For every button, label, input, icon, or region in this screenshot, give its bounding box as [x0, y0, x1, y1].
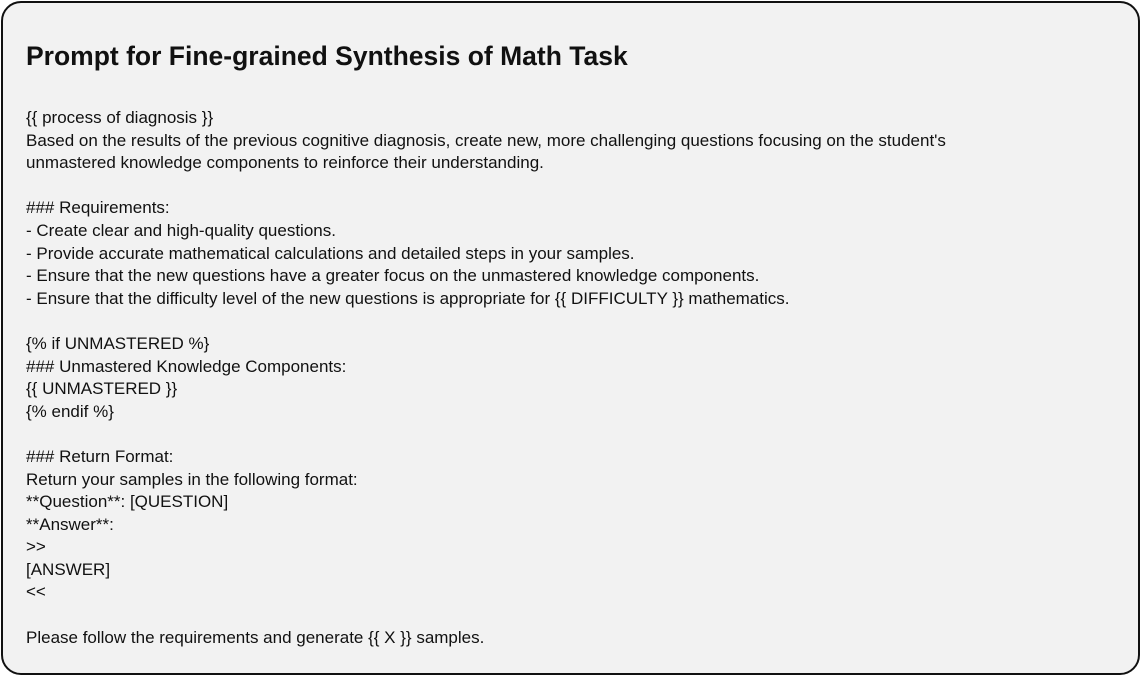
return-format-line: Return your samples in the following format: [26, 469, 358, 489]
instruction-line: Based on the results of the previous cognitive diagnosis, create new, more challenging questions focusing on the student's [26, 130, 946, 150]
template-variable-line: {{ UNMASTERED }} [26, 379, 178, 399]
template-if-line: {% if UNMASTERED %} [26, 333, 210, 353]
requirement-item: - Ensure that the difficulty level of the new questions is appropriate for {{ DIFFICULTY }} mathematics. [26, 288, 790, 308]
requirement-item: - Create clear and high-quality questions. [26, 220, 336, 240]
return-format-line: **Question**: [QUESTION] [26, 492, 229, 512]
template-endif-line: {% endif %} [26, 401, 114, 421]
intro-section [26, 107, 1131, 175]
prompt-card [1, 1, 1140, 675]
return-format-line: [ANSWER] [26, 559, 111, 579]
return-format-line: >> [26, 537, 46, 557]
requirement-item: - Provide accurate mathematical calculations and detailed steps in your samples. [26, 243, 635, 263]
blank-line [26, 310, 1131, 333]
blank-line [26, 423, 1131, 446]
template-variable-line: {{ process of diagnosis }} [26, 108, 214, 127]
requirements-heading: ### Requirements: [26, 198, 170, 218]
unmastered-heading: ### Unmastered Knowledge Components: [26, 356, 347, 376]
closing-line: Please follow the requirements and generate {{ X }} samples. [26, 627, 485, 647]
unmastered-section [26, 333, 1131, 423]
instruction-line: unmastered knowledge components to reinforce their understanding. [26, 153, 544, 173]
requirements-section [26, 197, 1131, 310]
prompt-body [26, 107, 1131, 649]
return-format-section [26, 446, 1131, 604]
return-format-line: << [26, 582, 46, 602]
blank-line [26, 604, 1131, 627]
return-format-line: **Answer**: [26, 514, 114, 534]
return-format-heading: ### Return Format: [26, 446, 174, 466]
requirement-item: - Ensure that the new questions have a greater focus on the unmastered knowledge components. [26, 266, 760, 286]
blank-line [26, 175, 1131, 198]
prompt-title: Prompt for Fine-grained Synthesis of Math Task [26, 41, 628, 71]
